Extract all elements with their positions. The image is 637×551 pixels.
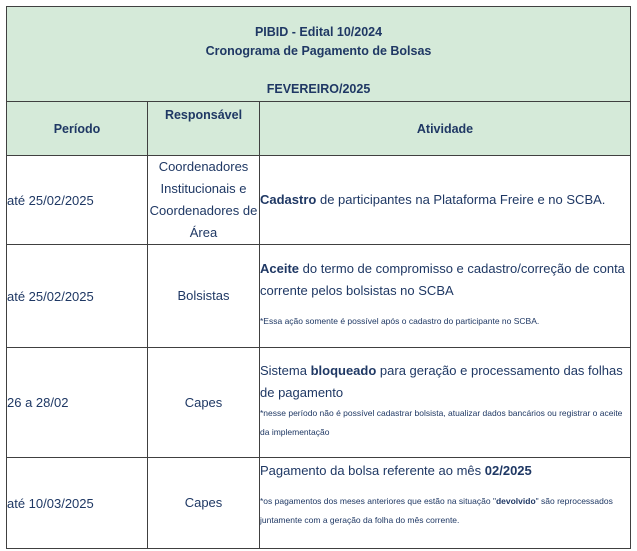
responsavel-cell: Coordenadores Institucionais e Coordenadores de Área <box>148 156 260 245</box>
header-row <box>7 102 631 156</box>
table-row <box>7 348 631 458</box>
note-keyword: devolvido <box>495 496 536 506</box>
schedule-table <box>6 6 631 549</box>
table-row <box>7 458 631 549</box>
atividade-pre: Sistema <box>260 363 311 378</box>
atividade-note <box>260 492 630 530</box>
atividade-rest: de participantes na Plataforma Freire e no SCBA. <box>316 192 606 207</box>
table-row <box>7 245 631 348</box>
header-periodo: Período <box>7 102 148 156</box>
note-pre: *os pagamentos dos meses anteriores que estão na situação " <box>260 496 496 506</box>
atividade-rest: para geração e processamento das folhas de pagamento <box>260 363 623 400</box>
atividade-note: *nesse período não é possível cadastrar bolsista, atualizar dados bancários ou registrar o aceite da implementação <box>260 408 623 437</box>
atividade-note: *Essa ação somente é possível após o cadastro do participante no SCBA. <box>260 316 540 326</box>
month-title: FEVEREIRO/2025 <box>266 82 371 96</box>
table-row <box>7 156 631 245</box>
responsavel-cell: Bolsistas <box>148 245 260 348</box>
title-banner <box>7 7 631 102</box>
atividade-cell <box>260 458 631 549</box>
periodo-cell: até 25/02/2025 <box>7 245 148 348</box>
note-rest: " são reprocessados juntamente com a geração da folha do mês corrente. <box>260 496 613 525</box>
atividade-text <box>260 189 630 211</box>
responsavel-cell: Capes <box>148 458 260 549</box>
atividade-cell <box>260 245 631 348</box>
periodo-cell: até 25/02/2025 <box>7 156 148 245</box>
atividade-cell <box>260 156 631 245</box>
atividade-cell <box>260 348 631 458</box>
periodo-cell: 26 a 28/02 <box>7 348 148 458</box>
atividade-text <box>260 360 630 404</box>
schedule-title: Cronograma de Pagamento de Bolsas <box>205 44 432 58</box>
program-title: PIBID - Edital 10/2024 <box>254 25 383 39</box>
periodo-cell: até 10/03/2025 <box>7 458 148 549</box>
atividade-keyword: Aceite <box>260 261 300 276</box>
atividade-text <box>260 460 630 482</box>
atividade-keyword: bloqueado <box>310 363 377 378</box>
header-atividade: Atividade <box>260 102 631 156</box>
atividade-pre: Pagamento da bolsa referente ao mês <box>260 463 485 478</box>
atividade-text <box>260 258 630 302</box>
atividade-keyword: 02/2025 <box>484 463 532 478</box>
header-responsavel: Responsável <box>148 102 260 156</box>
responsavel-cell: Capes <box>148 348 260 458</box>
atividade-keyword: Cadastro <box>260 192 317 207</box>
atividade-rest: do termo de compromisso e cadastro/correção de conta corrente pelos bolsistas no SCBA <box>260 261 625 298</box>
